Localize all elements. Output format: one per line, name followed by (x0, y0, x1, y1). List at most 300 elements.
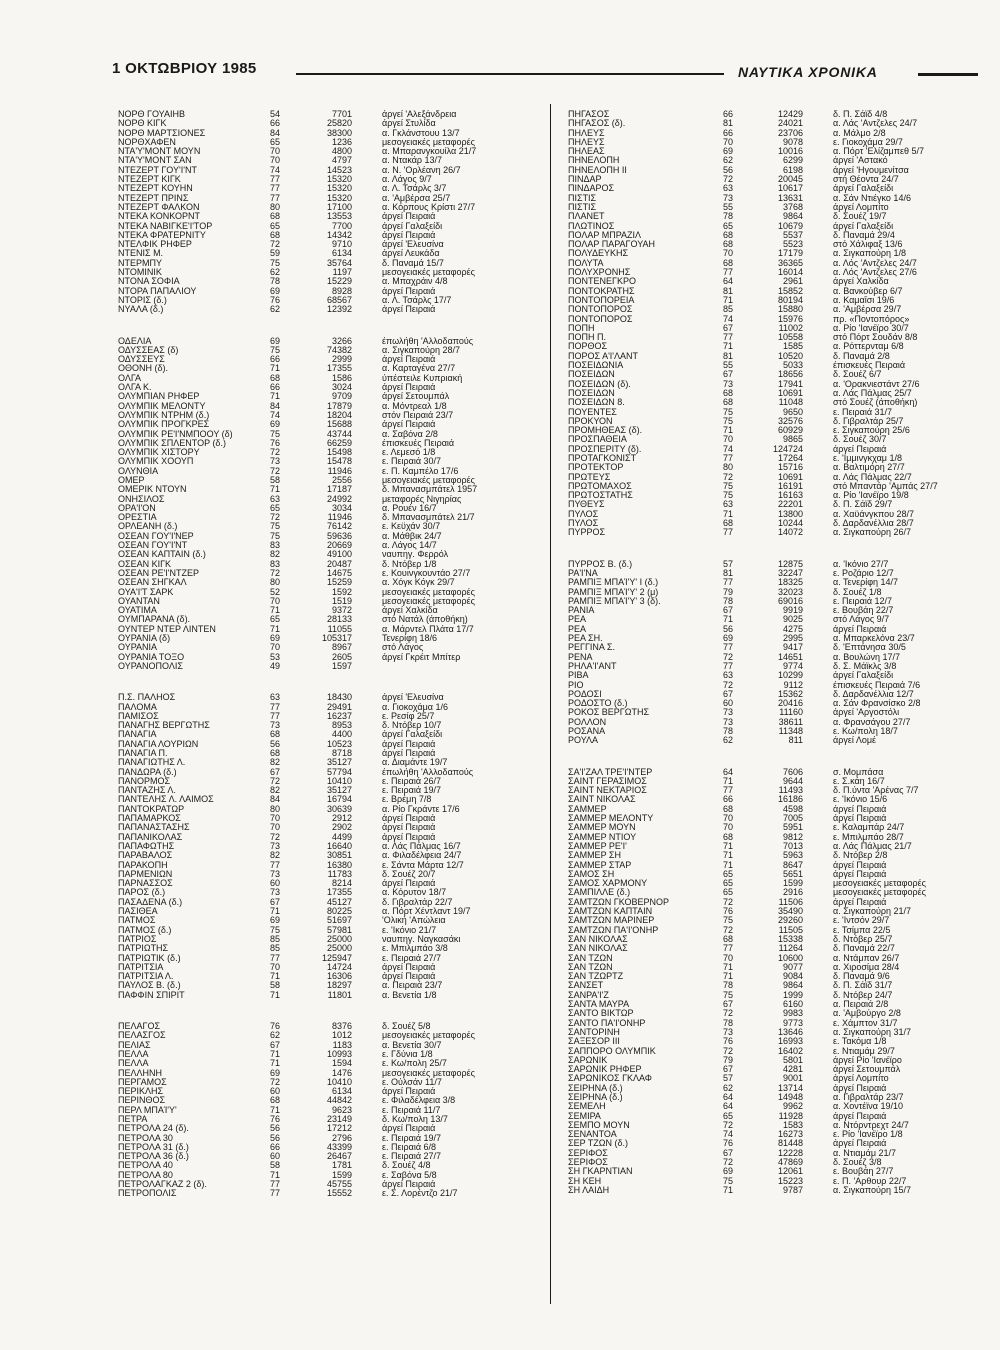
table-row (568, 1167, 973, 1176)
location: α. Ρίο 'Ιανέϊρο 19/8 (833, 491, 909, 501)
tonnage: 2995 (782, 634, 803, 644)
location: α. 'Αμβέρσα 25/7 (382, 193, 451, 203)
table-row (568, 963, 973, 972)
build-year: 58 (270, 981, 281, 991)
tonnage: 6134 (331, 1087, 352, 1097)
tonnage: 9078 (782, 137, 803, 147)
location: άργεί Πειραιά (382, 212, 436, 222)
table-row (118, 888, 528, 897)
ship-name: ΟΘΟΝΗ (δ). (118, 364, 169, 374)
location: α. 'Αμβέρσα 29/7 (833, 305, 902, 315)
location: άργεί Γαλαξείδι (382, 730, 443, 740)
build-year: 56 (270, 1124, 281, 1134)
table-row (118, 268, 528, 277)
table-row (568, 222, 973, 231)
tonnage: 20416 (777, 699, 803, 709)
table-row (118, 402, 528, 411)
ship-name: ΣΑΜΠΙΛΛΕ (δ.) (568, 888, 631, 898)
tonnage: 30639 (326, 804, 352, 814)
table-row (568, 417, 973, 426)
location: δ. Π. Σάϊδ 31/7 (833, 981, 893, 991)
ship-name: ΠΑΤΡΙΤΣΙΑ Λ. (118, 972, 174, 982)
location: στό Σουέζ (άποθήκη) (833, 398, 918, 408)
build-year: 71 (270, 1105, 281, 1115)
build-year: 71 (270, 1049, 281, 1059)
tonnage: 9372 (331, 606, 352, 616)
ship-name: ΣΑΜΜΕΡ ΜΟΥΝ (568, 823, 636, 833)
table-row (568, 194, 973, 203)
location: άργεί Σετουμπάλ (382, 392, 450, 402)
table-row (118, 758, 528, 767)
tonnage: 9864 (782, 212, 803, 222)
ship-name: ΣΕΡΙΦΟΣ (568, 1158, 608, 1168)
table-row (118, 504, 528, 513)
table-row (568, 671, 973, 680)
ship-name: ΡΗΛΑ'Ι'ΑΝΤ (568, 661, 617, 671)
tonnage: 35127 (326, 758, 352, 768)
location: α. Λός 'Αντζελες 27/6 (833, 268, 917, 278)
tonnage: 14724 (326, 962, 352, 972)
location: ε. Πειραιά 31/7 (833, 407, 893, 417)
tonnage: 16273 (777, 1130, 803, 1140)
ship-name: ΝΤΕΚΑ ΝΑΒΙΓΚΕ'Ι'ΤΟΡ (118, 221, 213, 231)
ship-name: ΠΑΣΑΔΕΝΑ (δ.) (118, 897, 183, 907)
table-row (118, 184, 528, 193)
build-year: 71 (270, 364, 281, 374)
tonnage: 17100 (326, 202, 352, 212)
ship-name: ΣΑΜΜΕΡ ΜΕΛΟΝΤΥ (568, 814, 654, 824)
location: στό Χάλιφαξ 13/6 (833, 240, 903, 250)
table-row (118, 1087, 528, 1096)
tonnage: 15229 (326, 277, 352, 287)
location: ε. Πειραιά 27/7 (382, 1152, 442, 1162)
build-year: 77 (270, 711, 281, 721)
table-row (118, 981, 528, 990)
location: ε. Πειραιά 30/7 (382, 457, 442, 467)
ship-name: ΠΕΤΡΟΠΟΛΙΣ (118, 1189, 177, 1199)
ship-name: ΠΗΛΕΥΣ (568, 137, 605, 147)
build-year: 69 (723, 147, 734, 157)
tonnage: 15976 (777, 314, 803, 324)
build-year: 71 (270, 606, 281, 616)
table-row (568, 954, 973, 963)
table-row (568, 138, 973, 147)
tonnage: 11505 (778, 925, 803, 935)
tonnage: 7606 (782, 767, 803, 777)
location: ε. Σ. Λορέντζο 21/7 (382, 1189, 458, 1199)
location: ε. Σ.κάη 16/7 (833, 776, 885, 786)
table-row (568, 736, 973, 745)
build-year: 71 (723, 851, 734, 861)
tonnage: 2902 (331, 823, 352, 833)
ship-name: ΠΕΤΡΟΛΑ 31 (δ.) (118, 1142, 189, 1152)
build-year: 82 (270, 851, 281, 861)
column-divider (550, 104, 551, 1304)
tonnage: 811 (788, 736, 803, 746)
build-year: 71 (723, 509, 734, 519)
build-year: 56 (270, 739, 281, 749)
tonnage: 15223 (777, 1176, 803, 1186)
ship-name: ΟΛΓΑ (118, 373, 141, 383)
build-year: 59 (270, 249, 281, 259)
ship-name: ΠΟΣΕΙΔΩΝ (568, 388, 615, 398)
ship-name: ΣΑΜΜΕΡ (568, 804, 607, 814)
build-year: 68 (270, 373, 281, 383)
table-row (118, 634, 528, 643)
table-row (568, 842, 973, 851)
ship-name: ΠΑΤΜΟΣ (118, 916, 156, 926)
location: έπισκευές Πειραιά (833, 361, 906, 371)
tonnage: 44842 (326, 1096, 352, 1106)
right-column (568, 110, 973, 1195)
build-year: 77 (723, 578, 734, 588)
location: στό Πόρτ Σουδάν 8/8 (833, 333, 918, 343)
build-year: 64 (723, 277, 734, 287)
ship-name: ΝΤΕΚΑ ΦΡΑΤΕΡΝΙΤΥ (118, 230, 206, 240)
table-row (568, 435, 973, 444)
table-row (568, 315, 973, 324)
location: άργεί Πειραιά (382, 749, 436, 758)
location: δ. 'Επτάνησα 30/5 (833, 643, 906, 653)
table-row (118, 495, 528, 504)
table-row (568, 1065, 973, 1074)
ship-name: ΠΑΛΟΜΑ (118, 702, 157, 712)
tonnage: 22201 (777, 500, 803, 510)
tonnage: 20669 (326, 541, 352, 551)
tonnage: 9710 (331, 240, 352, 250)
build-year: 65 (270, 221, 281, 231)
location: άργεί Γαλαξείδι (833, 671, 894, 681)
tonnage: 32576 (777, 416, 803, 426)
ship-name: ΠΟΛΥΤΑ (568, 258, 604, 268)
tonnage: 9865 (782, 435, 803, 445)
build-year: 62 (723, 1083, 734, 1093)
ship-name: ΠΡΩΤΟΣΤΑΤΗΣ (568, 491, 633, 501)
build-year: 81 (723, 119, 734, 129)
table-row (118, 1161, 528, 1170)
tonnage: 16163 (777, 491, 803, 501)
table-row (118, 588, 528, 597)
build-year: 71 (723, 841, 734, 851)
build-year: 72 (723, 897, 734, 907)
table-row (568, 240, 973, 249)
tonnage: 13553 (326, 212, 352, 222)
ship-name: ΟΔΥΣΣΕΥΣ (118, 355, 165, 365)
location: α. Λ. Τσάρλς 3/7 (382, 184, 447, 194)
ship-name: ΟΔΕΛΙΑ (118, 336, 152, 346)
ship-name: ΟΛΥΜΠΙΚ ΧΙΣΤΟΡΥ (118, 448, 200, 458)
table-row (118, 870, 528, 879)
build-year: 66 (270, 355, 281, 365)
location: δ. Π. Σάϊδ 4/8 (833, 110, 888, 119)
build-year: 56 (723, 165, 734, 175)
build-year: 69 (270, 420, 281, 430)
table-row (118, 954, 528, 963)
build-year: 79 (723, 1055, 734, 1065)
tonnage: 16306 (326, 972, 352, 982)
table-row (118, 823, 528, 832)
tonnage: 10558 (777, 333, 803, 343)
tonnage: 51697 (326, 916, 352, 926)
location: α. Ρίο Γκράντε 17/6 (382, 804, 460, 814)
location: άργεί 'Ελευσίνα (382, 693, 444, 703)
build-year: 67 (270, 767, 281, 777)
ship-name: ΡΕΑ (568, 615, 587, 625)
ship-name: ΠΑΝΑΓΗΣ ΒΕΡΓΩΤΗΣ (118, 721, 210, 731)
tonnage: 2556 (331, 475, 352, 485)
ship-name: ΣΑΝΤΟ ΠΑ'Ι'ΟΝΗΡ (568, 1018, 646, 1028)
tonnage: 15338 (777, 934, 803, 944)
tonnage: 24992 (326, 494, 352, 504)
build-year: 71 (723, 962, 734, 972)
location: έπισκευές Πειραιά (382, 438, 455, 448)
location: α. Ντόρντρεχτ 24/7 (833, 1120, 909, 1130)
ship-name: ΠΛΩΤΙΝΟΣ (568, 221, 615, 231)
location: άργεί Γαλαξείδι (833, 221, 894, 231)
location: α. Πόρτ Χέντλαντ 19/7 (382, 907, 471, 917)
location: άργεί Πειραιά (382, 832, 436, 842)
build-year: 84 (270, 128, 281, 138)
table-row (568, 662, 973, 671)
tonnage: 2916 (782, 888, 803, 898)
location: α. Μόντρεαλ 1/8 (382, 401, 447, 411)
tonnage: 8647 (782, 860, 803, 870)
location: α. Σαβόνα 2/8 (382, 429, 438, 439)
tonnage: 17355 (326, 364, 352, 374)
build-year: 78 (723, 1018, 734, 1028)
build-year: 71 (270, 907, 281, 917)
table-row (118, 606, 528, 615)
tonnage: 7013 (782, 841, 803, 851)
build-year: 83 (270, 541, 281, 551)
tonnage: 15320 (326, 184, 352, 194)
tonnage: 125947 (321, 953, 352, 963)
table-row (568, 944, 973, 953)
tonnage: 1586 (331, 373, 352, 383)
ship-name: ΡΑΜΠΙΞ ΜΠΑΊ'Υ' 3 (δ). (568, 596, 661, 606)
location: δ. Σουέζ 5/8 (382, 1022, 431, 1032)
table-row (118, 175, 528, 184)
build-year: 77 (270, 193, 281, 203)
location: ύπέστειλε Κυπριακή (382, 373, 463, 383)
location: α. Βαλτιμόρη 27/7 (833, 463, 905, 473)
table-row (118, 346, 528, 355)
build-year: 77 (270, 953, 281, 963)
build-year: 85 (723, 305, 734, 315)
table-row (118, 485, 528, 494)
tonnage: 5651 (782, 869, 803, 879)
build-year: 81 (723, 568, 734, 578)
location: δ. Κω/πολη 13/7 (382, 1114, 448, 1124)
build-year: 72 (723, 175, 734, 185)
tonnage: 1599 (331, 1170, 352, 1180)
ship-name: ΠΑΡΑΚΟΠΗ (118, 860, 168, 870)
table-row (118, 1189, 528, 1198)
table-row (118, 222, 528, 231)
build-year: 73 (270, 869, 281, 879)
ship-name: ΟΥΑΝΤΑΝ (118, 596, 160, 606)
table-row (568, 851, 973, 860)
ship-name: ΡΑ'Ι'ΝΑ (568, 568, 598, 578)
ship-name: ΟΣΕΑΝ ΡΕ'Ι'ΝΤΖΕΡ (118, 568, 200, 578)
ship-name: ΠΡΟΚΥΟΝ (568, 416, 613, 426)
table-row (568, 296, 973, 305)
tonnage: 1519 (331, 596, 352, 606)
tonnage: 11055 (327, 624, 352, 634)
location: α. Καμαΐσι 19/6 (833, 295, 895, 305)
tonnage: 35764 (326, 258, 352, 268)
build-year: 77 (723, 786, 734, 796)
table-row (118, 907, 528, 916)
location: ε. Σάντα Μάρτα 12/7 (382, 860, 464, 870)
ship-name: ΣΑΜΜΕΡ ΣΤΑΡ (568, 860, 632, 870)
tonnage: 9983 (782, 1009, 803, 1019)
build-year: 72 (723, 1009, 734, 1019)
tonnage: 11946 (327, 513, 352, 523)
location: άργεί Πειραιά (833, 444, 887, 454)
build-year: 72 (723, 680, 734, 690)
ship-name: ΠΑΝΤΑΖΗΣ Λ. (118, 786, 176, 796)
tonnage: 11048 (778, 398, 803, 408)
table-row (568, 454, 973, 463)
ship-name: ΠΙΣΤΙΣ (568, 202, 597, 212)
build-year: 75 (270, 429, 281, 439)
ship-name: ΣΑΜΜΕΡ ΡΕ'Ι' (568, 841, 627, 851)
location: άργεί Πειραιά (833, 860, 887, 870)
table-row (568, 147, 973, 156)
table-row (568, 287, 973, 296)
table-row (118, 374, 528, 383)
ship-name: ΟΣΕΑΝ ΓΟΥ'Ι'ΝΕΡ (118, 531, 194, 541)
tonnage: 8953 (331, 721, 352, 731)
build-year: 78 (723, 212, 734, 222)
tonnage: 36365 (777, 258, 803, 268)
ship-name: ΠΑΣΙΘΕΑ (118, 907, 158, 917)
tonnage: 38611 (778, 717, 803, 727)
table-row (568, 119, 973, 128)
table-row (118, 1115, 528, 1124)
table-row (568, 653, 973, 662)
location: μεσογειακές μεταφορές (382, 475, 475, 485)
build-year: 74 (723, 314, 734, 324)
tonnage: 14948 (777, 1092, 803, 1102)
build-year: 67 (723, 1000, 734, 1010)
tonnage: 1592 (331, 587, 352, 597)
table-row (568, 643, 973, 652)
location: άργεί Πειραιά (382, 1124, 436, 1134)
location: άργεί Πειραιά (382, 1180, 436, 1190)
table-row (568, 398, 973, 407)
build-year: 60 (723, 699, 734, 709)
build-year: 85 (270, 934, 281, 944)
ship-name: ΠΙΝΔΑΡ (568, 175, 602, 185)
table-row (118, 467, 528, 476)
tonnage: 15688 (326, 420, 352, 430)
location: άργεί Πειραιά (833, 814, 887, 824)
ship-name: ΣΕΡ ΤΖΩΝ (δ.) (568, 1139, 628, 1149)
location: άργεί Πειραιά (833, 897, 887, 907)
build-year: 62 (723, 156, 734, 166)
ship-name: ΠΗΛΕΥΣ (568, 128, 605, 138)
build-year: 73 (270, 841, 281, 851)
table-row (568, 972, 973, 981)
tonnage: 4499 (331, 832, 352, 842)
table-row (118, 597, 528, 606)
build-year: 65 (270, 503, 281, 513)
location: ε. Γιοκοχάμα 29/7 (833, 137, 903, 147)
tonnage: 15320 (326, 193, 352, 203)
build-year: 73 (723, 708, 734, 718)
build-year: 60 (270, 879, 281, 889)
location: στό Λάγος 9/7 (833, 615, 890, 625)
table-row (568, 500, 973, 509)
table-row (568, 1028, 973, 1037)
build-year: 71 (270, 392, 281, 402)
location: άργεί Πειραιά (833, 1111, 887, 1121)
tonnage: 81448 (777, 1139, 803, 1149)
location: α. Σάν Φρανσίσκο 2/8 (833, 699, 921, 709)
ship-name: ΠΕΤΡΟΛΑ 80 (118, 1170, 173, 1180)
location: δ. Δαρδανέλλια 28/7 (833, 519, 914, 529)
build-year: 74 (723, 444, 734, 454)
tonnage: 16993 (777, 1037, 803, 1047)
location: στό Λάγος (382, 643, 424, 653)
location: ε. Φιλαδέλφεια 3/8 (382, 1096, 456, 1106)
location: α. Γιβραλτάρ 23/7 (833, 1092, 904, 1102)
tonnage: 10691 (777, 388, 803, 398)
ship-name: ΝΤΟΡΙΣ (δ.) (118, 295, 167, 305)
location: δ. Ντόβερ 1/8 (382, 559, 437, 569)
table-row (118, 448, 528, 457)
ship-name: ΟΥΑΤΙΜΑ (118, 606, 157, 616)
table-row (568, 1056, 973, 1065)
left-column (118, 110, 528, 1199)
ship-name: ΠΕΡΙΝΘΟΣ (118, 1096, 166, 1106)
table-row (118, 411, 528, 420)
location: μεσογειακές μεταφορές (833, 879, 926, 889)
build-year: 83 (270, 559, 281, 569)
table-row (118, 156, 528, 165)
location: α. Σιγκαπούρη 1/8 (833, 249, 907, 259)
table-row (568, 212, 973, 221)
ship-name: ΡΑΜΠΙΞ ΜΠΑΊ'Υ' Ι (δ.) (568, 578, 659, 588)
table-row (118, 147, 528, 156)
table-row (568, 166, 973, 175)
location: άργεί Χαλκίδα (833, 277, 889, 287)
build-year: 72 (270, 240, 281, 250)
location: α. Λός 'Αντζελες 24/7 (833, 258, 917, 268)
table-row (118, 476, 528, 485)
tonnage: 10993 (326, 1049, 352, 1059)
tonnage: 9650 (782, 407, 803, 417)
ship-name: ΡΙΒΑ (568, 671, 589, 681)
tonnage: 5801 (782, 1055, 803, 1065)
ship-name: ΣΑΜΤΖΩΝ ΜΑΡΙΝΕΡ (568, 916, 655, 926)
tonnage: 15259 (326, 578, 352, 588)
build-year: 77 (723, 643, 734, 653)
location: α. Τενερίφη 14/7 (833, 578, 899, 588)
location: ε. Κω/πολη 25/7 (382, 1059, 447, 1069)
location: άργεί Ρίο 'Ιανέϊρο (833, 1055, 902, 1065)
table-row (118, 560, 528, 569)
location: μεσογειακές μεταφορές (382, 596, 475, 606)
location: α. Χιροσίμα 28/4 (833, 962, 900, 972)
tonnage: 14675 (326, 568, 352, 578)
table-row (118, 203, 528, 212)
table-row (568, 1093, 973, 1102)
ship-name: ΣΗ ΓΚΑΡΝΤΙΑΝ (568, 1167, 633, 1177)
build-year: 70 (270, 962, 281, 972)
